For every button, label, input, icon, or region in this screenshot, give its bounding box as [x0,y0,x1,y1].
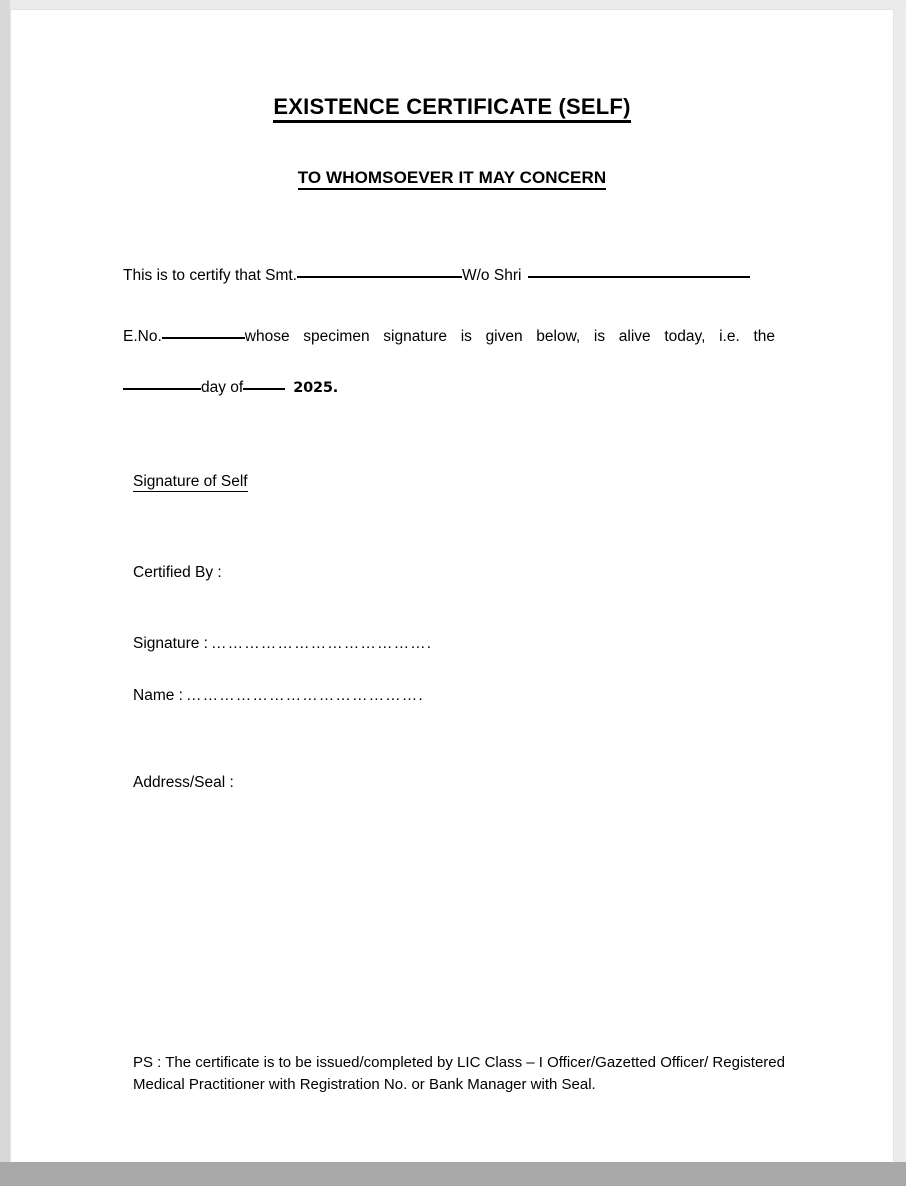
eno-prefix-text: E.No. [123,328,162,345]
viewer-top-gutter [0,0,906,9]
page-title [11,94,893,120]
eno-line [123,329,775,345]
signature-field-row [133,635,432,653]
eno-line-text: whose specimen signature is given below, is alive today, i.e. the [244,328,775,345]
viewer-left-gutter [0,0,10,1162]
certified-by-label: Certified By : [133,564,222,581]
signature-dotted-line[interactable]: …………………………………. [210,635,433,652]
signature-of-self-text: Signature of Self [133,473,248,490]
signature-field-label: Signature : [133,635,208,652]
viewer-bottom-bar [0,1162,906,1186]
wo-shri-text: W/o Shri [462,267,522,284]
signature-of-self-heading [133,473,248,491]
eno-blank-field[interactable] [162,337,245,339]
address-seal-label: Address/Seal : [133,774,234,791]
page-subtitle-text: TO WHOMSOEVER IT MAY CONCERN [298,168,607,190]
page-subtitle [11,168,893,188]
certify-prefix-text: This is to certify that Smt. [123,267,297,284]
certificate-page [11,10,893,1162]
viewer-right-gutter [893,9,906,1162]
name-field-label: Name : [133,687,183,704]
date-line [123,380,338,396]
ps-note-text: PS : The certificate is to be issued/completed by LIC Class – I Officer/Gazetted Officer/ Registered Medical Practitioner with Registration No. or Bank Manager with Seal. [133,1054,785,1093]
day-of-label: day of [201,379,244,396]
certify-line [123,268,775,284]
name-blank-field[interactable] [297,276,462,278]
month-blank-field[interactable] [243,388,285,390]
year-text: 2025. [293,380,339,396]
certificate-body [123,268,775,284]
name-dotted-line[interactable]: ……………………………………. [185,687,424,704]
husband-name-blank-field[interactable] [528,276,750,278]
page-title-text: EXISTENCE CERTIFICATE (SELF) [273,94,630,123]
day-blank-field[interactable] [123,388,201,390]
name-field-row [133,687,424,705]
